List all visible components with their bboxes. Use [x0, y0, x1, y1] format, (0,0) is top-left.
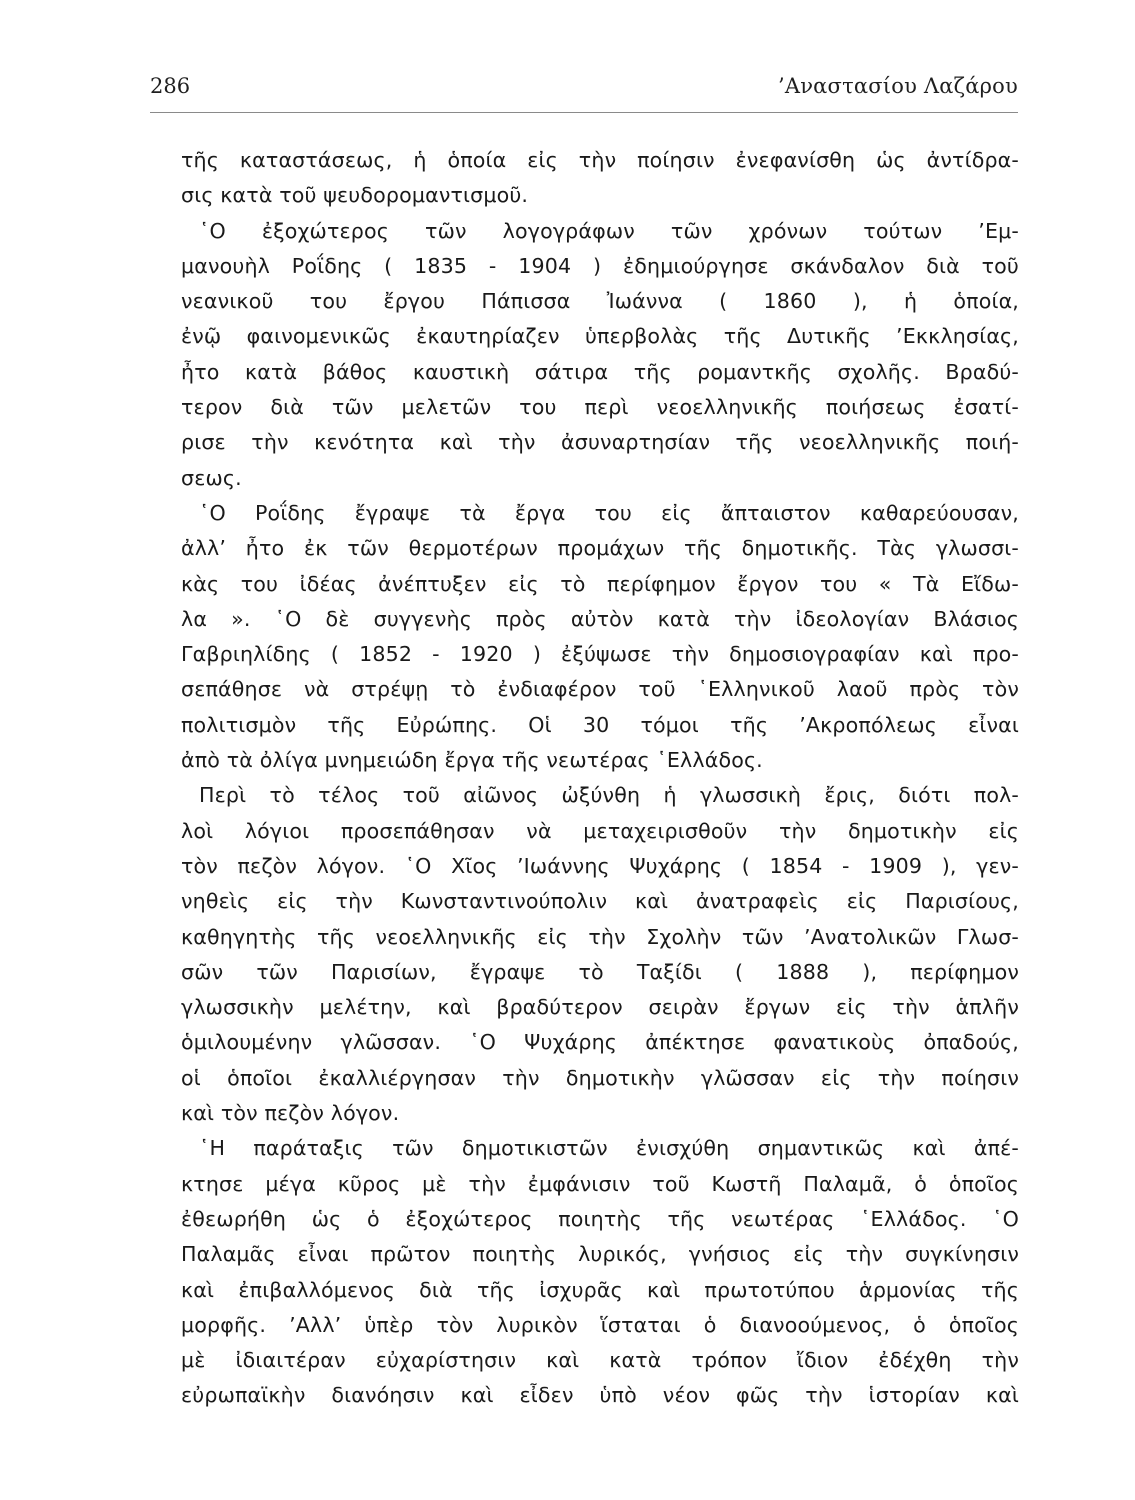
running-head: ’Αναστασίου Λαζάρου — [777, 74, 1018, 98]
text-line: κτησε μέγα κῦρος μὲ τὴν ἐμφάνισιν τοῦ Κωστῆ Παλαμᾶ, ὁ ὁποῖος — [181, 1171, 1019, 1196]
text-line: εὐρωπαϊκὴν διανόησιν καὶ εἶδεν ὑπὸ νέον φῶς τὴν ἱστορίαν καὶ — [181, 1383, 1019, 1408]
text-line: καὶ ἐπιβαλλόμενος διὰ τῆς ἰσχυρᾶς καὶ πρωτοτύπου ἁρμονίας τῆς — [181, 1277, 1019, 1302]
text-line: Παλαμᾶς εἶναι πρῶτον ποιητὴς λυρικός, γνήσιος εἰς τὴν συγκίνησιν — [181, 1242, 1019, 1267]
text-line: σις κατὰ τοῦ ψευδορομαντισμοῦ. — [181, 183, 529, 208]
page-header — [150, 72, 1018, 113]
text-line: τερον διὰ τῶν μελετῶν του περὶ νεοελληνικῆς ποιήσεως ἐσατί- — [181, 395, 1019, 420]
text-line: λοὶ λόγιοι προσεπάθησαν νὰ μεταχειρισθοῦν τὴν δημοτικὴν εἰς — [181, 818, 1019, 843]
text-line: κὰς του ἰδέας ἀνέπτυξεν εἰς τὸ περίφημον ἔργον του « Τὰ Εἴδω- — [181, 571, 1019, 596]
text-line: μορφῆς. ’Αλλ’ ὑπὲρ τὸν λυρικὸν ἵσταται ὁ διανοούμενος, ὁ ὁποῖος — [181, 1312, 1019, 1337]
text-line: ὁμιλουμένην γλῶσσαν. ῾Ο Ψυχάρης ἀπέκτησε φανατικοὺς ὀπαδούς, — [181, 1030, 1019, 1055]
text-line: Γαβριηλίδης ( 1852 - 1920 ) ἐξύψωσε τὴν δημοσιογραφίαν καὶ προ- — [181, 642, 1019, 667]
text-line: οἱ ὁποῖοι ἐκαλλιέργησαν τὴν δημοτικὴν γλῶσσαν εἰς τὴν ποίησιν — [181, 1065, 1019, 1090]
text-line: πολιτισμὸν τῆς Εὐρώπης. Οἱ 30 τόμοι τῆς ’Ακροπόλεως εἶναι — [181, 712, 1019, 737]
text-line: ῾Η παράταξις τῶν δημοτικιστῶν ἐνισχύθη σημαντικῶς καὶ ἀπέ- — [199, 1136, 1019, 1161]
text-line: τὸν πεζὸν λόγον. ῾Ο Χῖος ’Ιωάννης Ψυχάρης ( 1854 - 1909 ), γεν- — [181, 853, 1019, 878]
text-line: λα ». ῾Ο δὲ συγγενὴς πρὸς αὐτὸν κατὰ τὴν ἰδεολογίαν Βλάσιος — [181, 606, 1019, 631]
text-line: ἐνῷ φαινομενικῶς ἐκαυτηρίαζεν ὑπερβολὰς τῆς Δυτικῆς ’Εκκλησίας, — [181, 324, 1019, 349]
text-line: νηθεὶς εἰς τὴν Κωνσταντινούπολιν καὶ ἀνατραφεὶς εἰς Παρισίους, — [181, 889, 1019, 914]
text-line: Περὶ τὸ τέλος τοῦ αἰῶνος ὠξύνθη ἡ γλωσσικὴ ἔρις, διότι πολ- — [199, 783, 1019, 808]
text-line: ἀπὸ τὰ ὀλίγα μνημειώδη ἔργα τῆς νεωτέρας ῾Ελλάδος. — [181, 748, 763, 773]
text-line: γλωσσικὴν μελέτην, καὶ βραδύτερον σειρὰν ἔργων εἰς τὴν ἁπλῆν — [181, 995, 1019, 1020]
text-line: ῾Ο Ροΐδης ἔγραψε τὰ ἔργα του εἰς ἄπταιστον καθαρεύουσαν, — [199, 500, 1019, 525]
text-line: σεως. — [181, 465, 242, 490]
text-line: ρισε τὴν κενότητα καὶ τὴν ἀσυναρτησίαν τῆς νεοελληνικῆς ποιή- — [181, 430, 1019, 455]
page-number: 286 — [150, 74, 191, 98]
text-line: καὶ τὸν πεζὸν λόγον. — [181, 1101, 400, 1126]
text-line: ἐθεωρήθη ὡς ὁ ἐξοχώτερος ποιητὴς τῆς νεωτέρας ῾Ελλάδος. ῾Ο — [181, 1206, 1019, 1231]
text-line: ῾Ο ἐξοχώτερος τῶν λογογράφων τῶν χρόνων τούτων ’Εμ- — [199, 218, 1019, 243]
text-line: ἀλλ’ ἦτο ἐκ τῶν θερμοτέρων προμάχων τῆς δημοτικῆς. Τὰς γλωσσι- — [181, 536, 1019, 561]
text-line: σεπάθησε νὰ στρέψῃ τὸ ἐνδιαφέρον τοῦ ῾Ελληνικοῦ λαοῦ πρὸς τὸν — [181, 677, 1019, 702]
text-line: νεανικοῦ του ἔργου Πάπισσα Ἰωάννα ( 1860 ), ἡ ὁποία, — [181, 289, 1019, 314]
text-line: καθηγητὴς τῆς νεοελληνικῆς εἰς τὴν Σχολὴν τῶν ’Ανατολικῶν Γλωσ- — [181, 924, 1019, 949]
text-line: σῶν τῶν Παρισίων, ἔγραψε τὸ Ταξίδι ( 1888 ), περίφημον — [181, 959, 1019, 984]
text-line: μανουὴλ Ροΐδης ( 1835 - 1904 ) ἐδημιούργησε σκάνδαλον διὰ τοῦ — [181, 253, 1019, 278]
text-line: τῆς καταστάσεως, ἡ ὁποία εἰς τὴν ποίησιν ἐνεφανίσθη ὡς ἀντίδρα- — [181, 148, 1019, 172]
text-line: μὲ ἰδιαιτέραν εὐχαρίστησιν καὶ κατὰ τρόπον ἴδιον ἐδέχθη τὴν — [181, 1348, 1019, 1373]
body-text — [181, 143, 1019, 1414]
text-line: ἦτο κατὰ βάθος καυστικὴ σάτιρα τῆς ρομαντκῆς σχολῆς. Βραδύ- — [181, 359, 1019, 384]
